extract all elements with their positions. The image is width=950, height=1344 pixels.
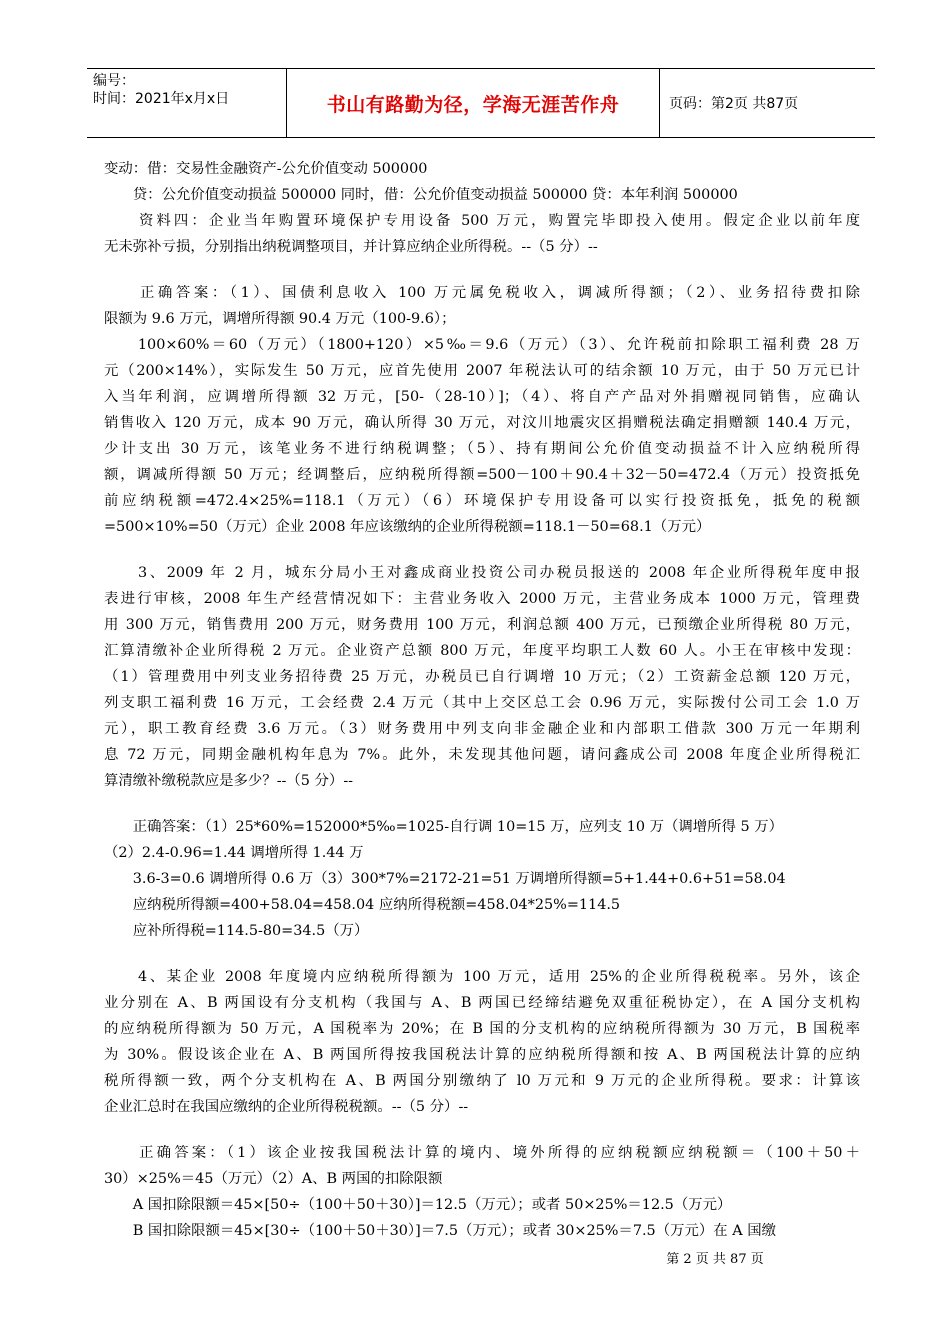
page-header <box>87 68 875 138</box>
text-line: 正确答案：（1）、国债利息收入 100 万元属免税收入，调减所得额；（2）、业务招待费扣除 <box>104 285 860 301</box>
paragraph-block-5 <box>104 964 860 1120</box>
text-line: 少计支出 30 万元，该笔业务不进行纳税调整；（5）、持有期间公允价值变动损益不计入应纳税所得 <box>104 441 860 457</box>
header-number-label: 编号： <box>93 73 135 89</box>
text-line: 前应纳税额=472.4×25%=118.1（万元）（6）环境保护专用设备可以实行投资抵免，抵免的税额 <box>104 493 860 509</box>
text-line: =500×10%=50（万元）企业 2008 年应该缴纳的企业所得税额=118.1－50=68.1（万元） <box>104 519 711 535</box>
text-line: 息 72 万元，同期金融机构年息为 7%。此外，未发现其他问题，请问鑫成公司 2008 年度企业所得税汇 <box>104 747 860 763</box>
text-line: 正确答案：（1）该企业按我国税法计算的境内、境外所得的应纳税额应纳税额＝（100＋50＋ <box>104 1145 860 1161</box>
text-line: 的应纳税所得额为 50 万元，A 国税率为 20%；在 B 国的分支机构的应纳税所得额为 30 万元，B 国税率 <box>104 1021 860 1037</box>
text-line: 表进行审核，2008 年生产经营情况如下：主营业务收入 2000 万元，主营业务成本 1000 万元，管理费 <box>104 591 860 607</box>
header-meta <box>93 72 229 108</box>
text-line: 30）×25%＝45（万元）（2）A、B 两国的扣除限额 <box>104 1171 443 1187</box>
paragraph-block-6 <box>104 1140 860 1244</box>
header-time-label: 时间：2021年x月x日 <box>93 91 230 107</box>
text-line: 元（200×14%），实际发生 50 万元，应首先使用 2007 年税法认可的结余额 10 万元，由于 50 万元已计 <box>104 363 860 379</box>
document-body <box>104 156 860 1244</box>
text-line: 100×60%＝60（万元）（1800+120）×5‰＝9.6（万元）（3）、允许税前扣除职工福利费 28 万 <box>104 337 860 353</box>
paragraph-block-3 <box>104 560 860 794</box>
text-line: A 国扣除限额＝45×[50÷（100＋50＋30）]＝12.5（万元）；或者 50×25%＝12.5（万元） <box>104 1197 732 1213</box>
text-line: 正确答案：（1）25*60%=152000*5‰=1025-自行调 10=15 万，应列支 10 万（调增所得 5 万） <box>104 819 784 835</box>
page-footer-number: 第 2 页 共 87 页 <box>666 1252 764 1267</box>
text-line: 无未弥补亏损，分别指出纳税调整项目，并计算应纳企业所得税。--（5 分）-- <box>104 239 598 255</box>
text-line: 额，调减所得额 50 万元；经调整后，应纳税所得额=500－100＋90.4＋32－50=472.4（万元）投资抵免 <box>104 467 860 483</box>
text-line: 用 300 万元，销售费用 200 万元，财务费用 100 万元，利润总额 400 万元，已预缴企业所得税 80 万元， <box>104 617 860 633</box>
text-line: 限额为 9.6 万元，调增所得额 90.4 万元（100-9.6）； <box>104 311 456 327</box>
text-line: 企业汇总时在我国应缴纳的企业所得税税额。--（5 分）-- <box>104 1099 469 1115</box>
paragraph-block-4 <box>104 814 860 944</box>
text-line: 3.6-3=0.6 调增所得 0.6 万（3）300*7%=2172-21=51 万调增所得额=5+1.44+0.6+51=58.04 <box>104 871 786 887</box>
text-line: 汇算清缴补企业所得税 2 万元。企业资产总额 800 万元，年度平均职工人数 60 人。小王在审核中发现： <box>104 643 860 659</box>
text-line: 入当年利润，应调增所得额 32 万元，[50-（28-10）]；（4）、将自产产品对外捐赠视同销售，应确认 <box>104 389 860 405</box>
header-divider-right <box>659 69 660 137</box>
text-line: 算清缴补缴税款应是多少？--（5 分）-- <box>104 773 354 789</box>
text-line: 贷：公允价值变动损益 500000 同时，借：公允价值变动损益 500000 贷：本年利润 500000 <box>104 187 738 203</box>
text-line: 资料四：企业当年购置环境保护专用设备 500 万元，购置完毕即投入使用。假定企业以前年度 <box>104 213 860 229</box>
text-line: 销售收入 120 万元，成本 90 万元，确认所得 30 万元，对汶川地震灾区捐赠税法确定捐赠额 140.4 万元， <box>104 415 860 431</box>
text-line: （2）2.4-0.96=1.44 调增所得 1.44 万 <box>104 845 364 861</box>
text-line: 4、某企业 2008 年度境内应纳税所得额为 100 万元，适用 25%的企业所得税税率。另外，该企 <box>104 969 860 985</box>
header-page-info: 页码：第2页 共87页 <box>669 96 799 112</box>
text-line: （1）管理费用中列支业务招待费 25 万元，办税员已自行调增 10 万元；（2）工资薪金总额 120 万元， <box>104 669 860 685</box>
text-line: 业分别在 A、B 两国设有分支机构（我国与 A、B 两国已经缔结避免双重征税协定），在 A 国分支机构 <box>104 995 860 1011</box>
paragraph-block-1 <box>104 156 860 260</box>
text-line: 为 30%。假设该企业在 A、B 两国所得按我国税法计算的应纳税所得额和按 A、B 两国税法计算的应纳 <box>104 1047 860 1063</box>
text-line: 变动：借：交易性金融资产-公允价值变动 500000 <box>104 161 428 177</box>
text-line: 列支职工福利费 16 万元，工会经费 2.4 万元（其中上交区总工会 0.96 万元，实际拨付公司工会 1.0 万 <box>104 695 860 711</box>
text-line: 应补所得税=114.5-80=34.5（万） <box>104 923 369 939</box>
text-line: 应纳税所得额=400+58.04=458.04 应纳所得税额=458.04*25%=114.5 <box>104 897 621 913</box>
text-line: B 国扣除限额＝45×[30÷（100＋50＋30）]＝7.5（万元）；或者 30×25%＝7.5（万元）在 A 国缴 <box>104 1223 776 1239</box>
text-line: 元），职工教育经费 3.6 万元。（3）财务费用中列支向非金融企业和内部职工借款 300 万元一年期利 <box>104 721 860 737</box>
text-line: 3、2009 年 2 月，城东分局小王对鑫成商业投资公司办税员报送的 2008 年企业所得税年度申报 <box>104 565 860 581</box>
paragraph-block-2 <box>104 280 860 540</box>
header-motto: 书山有路勤为径，学海无涯苦作舟 <box>326 93 620 116</box>
text-line: 税所得额一致，两个分支机构在 A、B 两国分别缴纳了 l0 万元和 9 万元的企业所得税。要求：计算该 <box>104 1073 860 1089</box>
